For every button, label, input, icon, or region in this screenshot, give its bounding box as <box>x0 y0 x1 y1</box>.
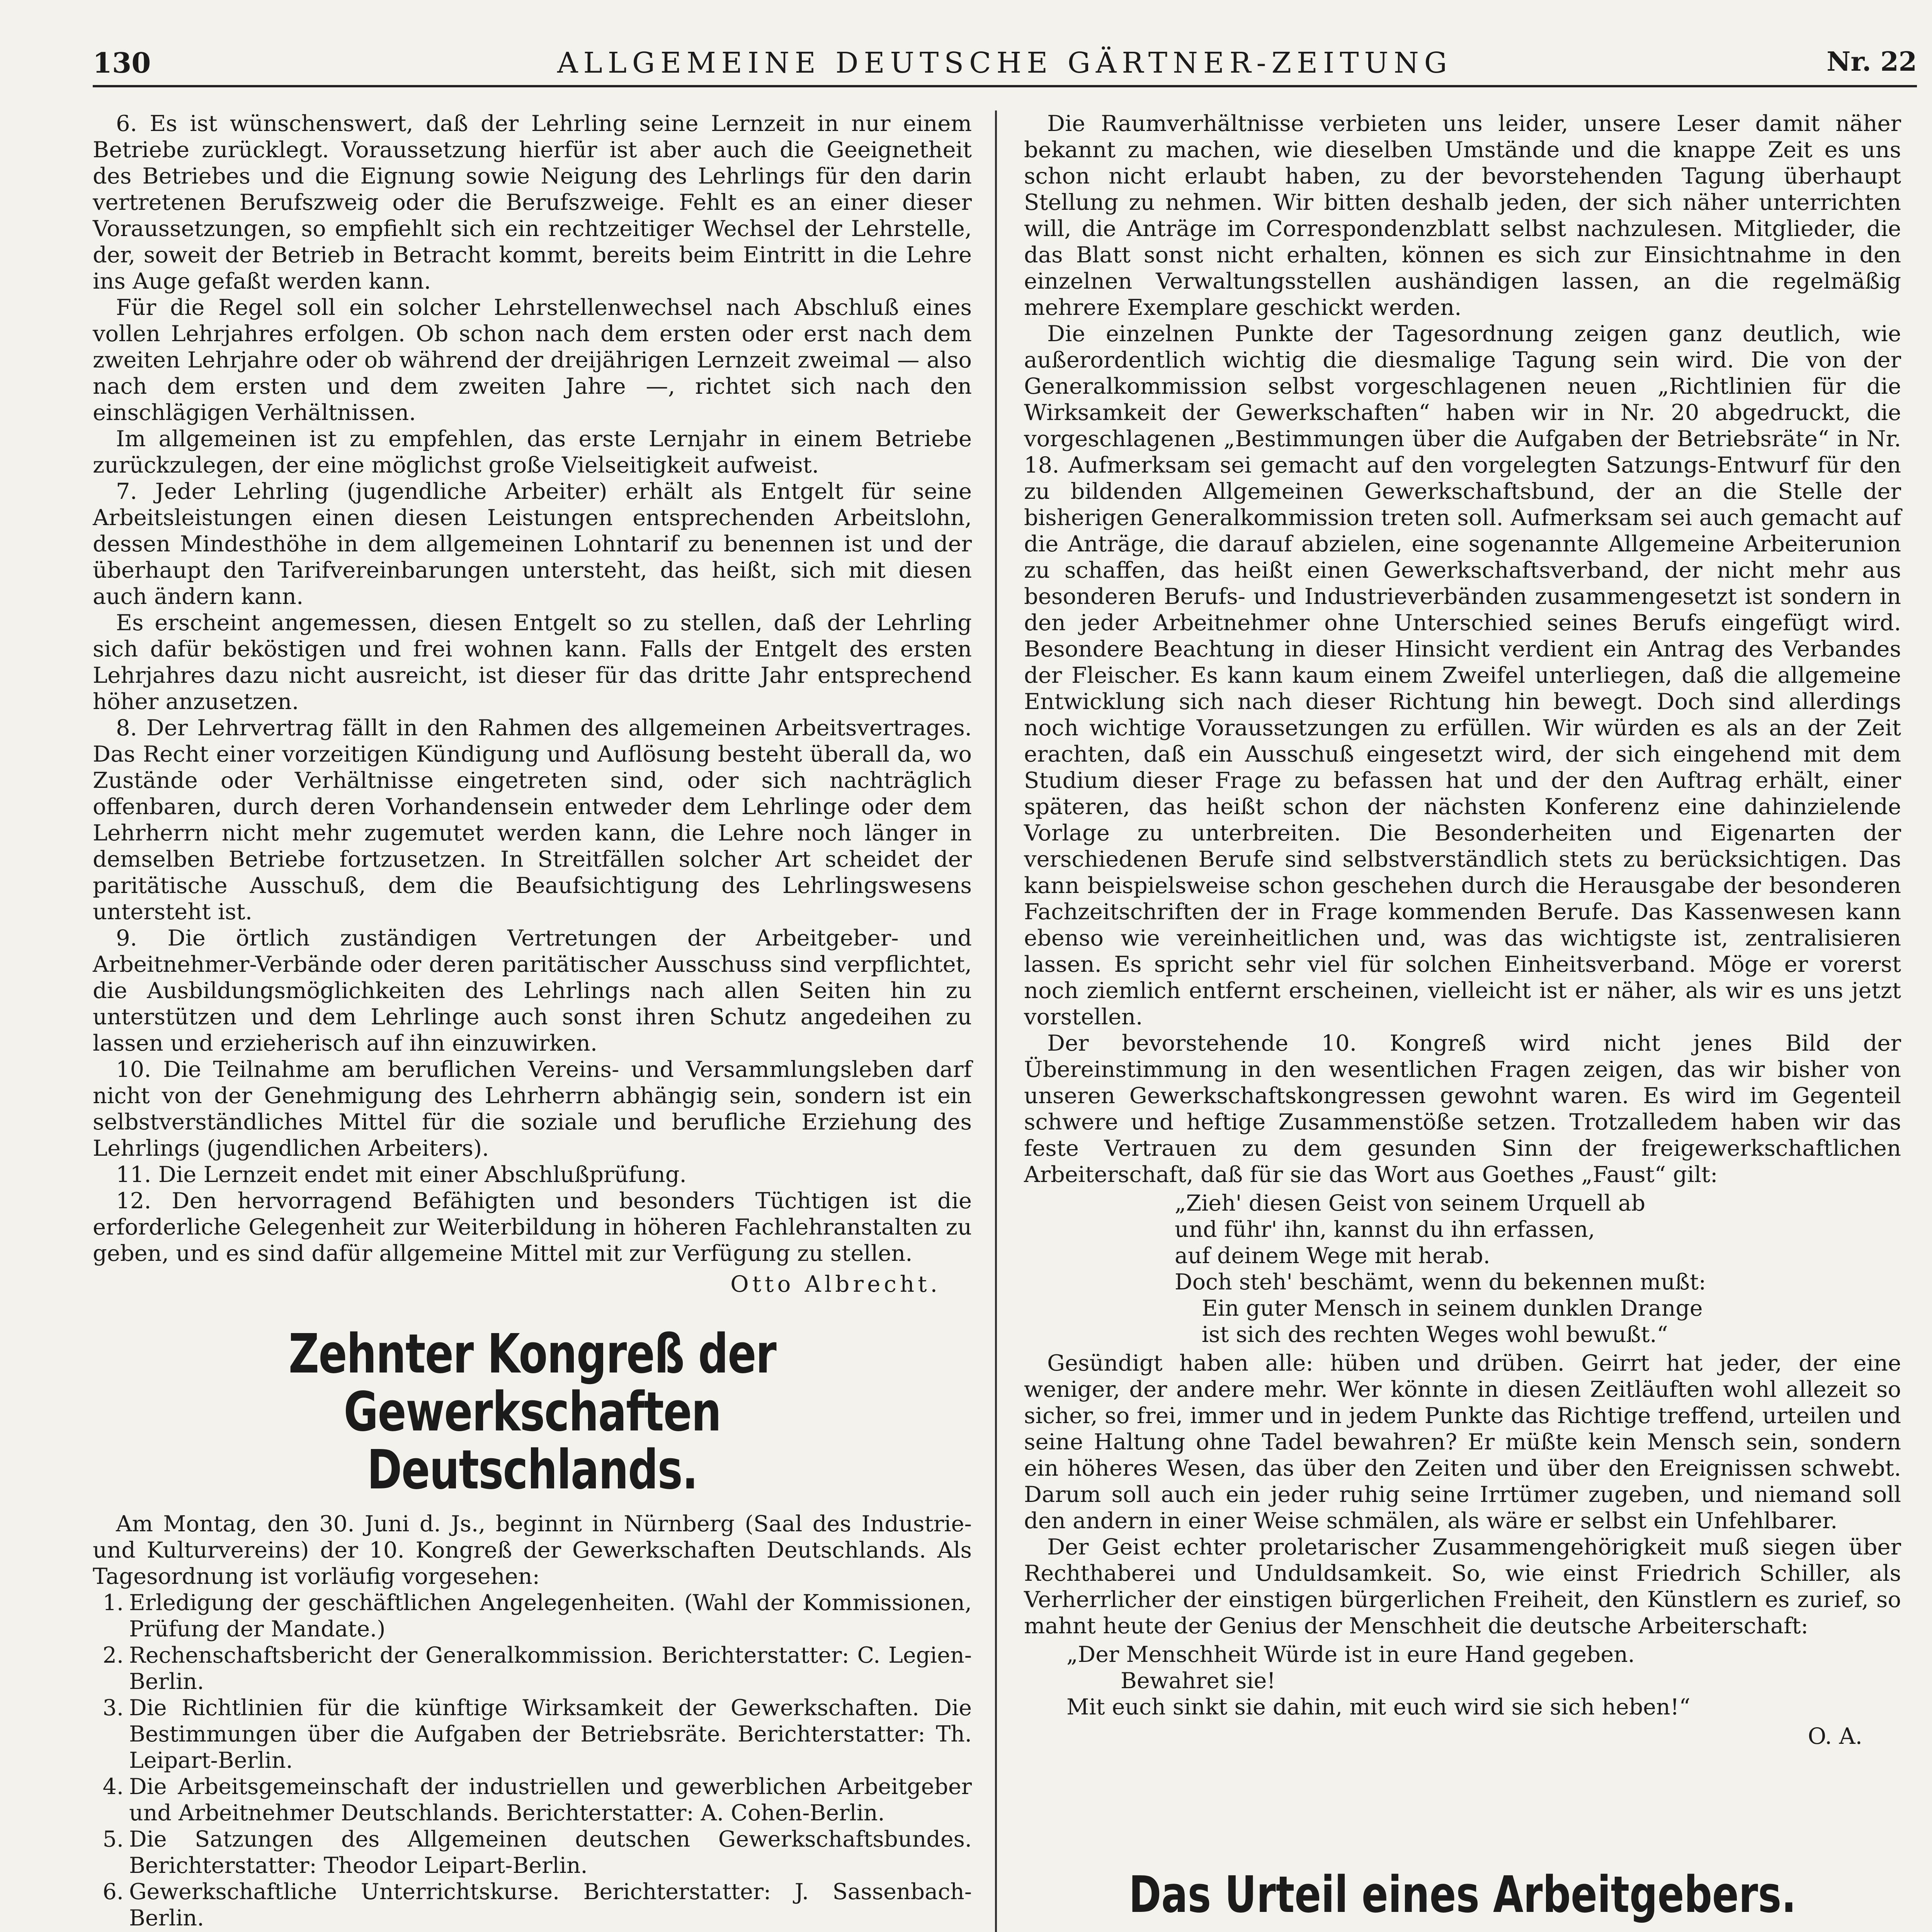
poem-line: Mit euch sinkt sie dahin, mit euch wird sie sich heben!“ <box>1066 1694 1690 1720</box>
paragraph: 10. Die Teilnahme am beruflichen Vereins- und Versammlungsleben darf nicht von der Genehmigung des Lehrherrn abhängig sein, sondern ist ein selbstverständliches Mittel für die soziale und berufliche Erziehung des Lehrlings (jugendlichen Arbeiters). <box>93 1056 972 1161</box>
left-column <box>93 111 997 1932</box>
article-headline: Das Urteil eines Arbeitgebers. <box>1129 1865 1796 1924</box>
poem-line: „Der Menschheit Würde ist in eure Hand gegeben. <box>1066 1642 1635 1667</box>
paragraph: Der bevorstehende 10. Kongreß wird nicht jenes Bild der Übereinstimmung in den wesentlichen Fragen zeigen, das wir bisher von unseren Gewerkschaftskongressen gewohnt waren. Es wird im Gegenteil schwere und heftige Zusammenstöße setzen. Trotzalledem haben wir das feste Vertrauen zu dem gesunden Sinn der freigewerkschaftlichen Arbeiterschaft, daß für sie das Wort aus Goethes „Faust“ gilt: <box>1024 1030 1901 1187</box>
article-headline: Zehnter Kongreß der Gewerkschaften Deutschlands. <box>288 1323 776 1502</box>
agenda-list <box>93 1590 972 1932</box>
issue-number: Nr. 22 <box>1827 46 1917 77</box>
poem-line: Bewahret sie! <box>1121 1668 1276 1694</box>
list-item: 2. Rechenschaftsbericht der Generalkommission. Berichterstatter: C. Legien-Berlin. <box>102 1643 972 1694</box>
paragraph: Der Geist echter proletarischer Zusammengehörigkeit muß siegen über Rechthaberei und Unduldsamkeit. So, wie einst Friedrich Schiller, als Verherrlicher der einstigen bürgerlichen Freiheit, den Künstlern es zurief, so mahnt heute der Genius der Menschheit die deutsche Arbeiterschaft: <box>1024 1534 1901 1639</box>
paragraph: Es erscheint angemessen, diesen Entgelt so zu stellen, daß der Lehrling sich dafür beköstigen und frei wohnen kann. Falls der Entgelt des ersten Lehrjahres dazu nicht ausreicht, ist dieser für das dritte Jahr entsprechend höher anzusetzen. <box>93 610 972 714</box>
article-signature: Otto Albrecht. <box>730 1271 941 1297</box>
list-item: 5. Die Satzungen des Allgemeinen deutschen Gewerkschaftsbundes. Berichterstatter: Theodor Leipart-Berlin. <box>102 1827 972 1878</box>
right-column <box>997 111 1901 1932</box>
paragraph: Die Raumverhältnisse verbieten uns leider, unsere Leser damit näher bekannt zu machen, wie dieselben Umstände und die knappe Zeit es uns schon nicht erlaubt haben, zu der bevorstehenden Tagung überhaupt Stellung zu nehmen. Wir bitten deshalb jeden, der sich näher unterrichten will, die Anträge im Correspondenzblatt selbst nachzulesen. Mitglieder, die das Blatt sonst nicht erhalten, können es sich zur Einsichtnahme in den einzelnen Verwaltungsstellen aushändigen lassen, an die regelmäßig mehrere Exemplare geschickt werden. <box>1024 111 1901 320</box>
paragraph: 6. Es ist wünschenswert, daß der Lehrling seine Lernzeit in nur einem Betriebe zurücklegt. Voraussetzung hierfür ist aber auch die Geeignetheit des Betriebes und die Eignung sowie Neigung des Lehrlings für den darin vertretenen Berufszweig oder die Berufszweige. Fehlt es an einer dieser Voraussetzungen, so empfiehlt sich ein rechtzeitiger Wechsel der Lehrstelle, der, soweit der Betrieb in Betracht kommt, bereits beim Eintritt in die Lehre ins Auge gefaßt werden kann. <box>93 111 972 294</box>
paragraph: Im allgemeinen ist zu empfehlen, das erste Lernjahr in einem Betriebe zurückzulegen, der eine möglichst große Vielseitigkeit aufweist. <box>93 426 972 478</box>
paragraph: Die einzelnen Punkte der Tagesordnung zeigen ganz deutlich, wie außerordentlich wichtig die diesmalige Tagung sein wird. Die von der Generalkommission selbst vorgeschlagenen neuen „Richtlinien für die Wirksamkeit der Gewerkschaften“ haben wir in Nr. 20 abgedruckt, die vorgeschlagenen „Bestimmungen über die Aufgaben der Betriebsräte“ in Nr. 18. Aufmerksam sei gemacht auf den vorgelegten Satzungs-Entwurf für den zu bildenden Allgemeinen Gewerkschaftsbund, der an die Stelle der bisherigen Generalkommission treten soll. Aufmerksam sei auch gemacht auf die Anträge, die darauf abzielen, eine sogenannte Allgemeine Arbeiterunion zu schaffen, das heißt einen Gewerkschaftsverband, der nicht mehr aus besonderen Berufs- und Industrieverbänden zusammengesetzt ist sondern in den jeder Arbeitnehmer ohne Unterschied seines Berufs eingefügt wird. Besondere Beachtung in dieser Hinsicht verdient ein Antrag des Verbandes der Fleischer. Es kann kaum einem Zweifel unterliegen, daß die allgemeine Entwicklung sich nach dieser Richtung hin bewegt. Doch sind allerdings noch wichtige Voraussetzungen zu erfüllen. Wir würden es als an der Zeit erachten, daß ein Ausschuß eingesetzt wird, der sich eingehend mit dem Studium dieser Frage zu befassen hat und der den Auftrag erhält, einer späteren, das heißt schon der nächsten Konferenz eine dahinzielende Vorlage zu unterbreiten. Die Besonderheiten und Eigenarten der verschiedenen Berufe sind selbstverständlich stets zu berücksichtigen. Das kann beispielsweise schon geschehen durch die Herausgabe der besonderen Fachzeitschriften der in Frage kommenden Berufe. Das Kassenwesen kann ebenso wie vereinheitlichen und, was das wichtigste ist, zentralisieren lassen. Es spricht sehr viel für solchen Einheitsverband. Möge er vorerst noch ziemlich entfernt erscheinen, vielleicht ist er näher, als wir es uns jetzt vorstellen. <box>1024 321 1901 1030</box>
poem-line: ist sich des rechten Weges wohl bewußt.“ <box>1202 1322 1668 1347</box>
poem-quote <box>1024 1190 1901 1348</box>
article-signature: O. A. <box>1808 1723 1862 1749</box>
poem-line: „Zieh' diesen Geist von seinem Urquell ab <box>1175 1190 1646 1216</box>
poem-line: und führ' ihn, kannst du ihn erfassen, <box>1175 1217 1595 1242</box>
poem-line: Ein guter Mensch in seinem dunklen Drange <box>1202 1296 1703 1321</box>
paragraph: Am Montag, den 30. Juni d. Js., beginnt in Nürnberg (Saal des Industrie- und Kulturvereins) der 10. Kongreß der Gewerkschaften Deutschlands. Als Tagesordnung ist vorläufig vorgesehen: <box>93 1511 972 1589</box>
paragraph: 7. Jeder Lehrling (jugendliche Arbeiter) erhält als Entgelt für seine Arbeitsleistungen einen diesen Leistungen entsprechenden Arbeitslohn, dessen Mindesthöhe in dem allgemeinen Lohntarif zu benennen ist und der überhaupt den Tarifvereinbarungen untersteht, das heißt, sich mit diesen auch ändern kann. <box>93 478 972 609</box>
columns <box>93 111 1917 1932</box>
paragraph: 12. Den hervorragend Befähigten und besonders Tüchtigen ist die erforderliche Gelegenheit zur Weiterbildung in höheren Fachlehranstalten zu geben, und es sind dafür allgemeine Mittel mit zur Verfügung zu stellen. <box>93 1188 972 1266</box>
poem-line: Doch steh' beschämt, wenn du bekennen mußt: <box>1175 1269 1706 1295</box>
list-item: 6. Gewerkschaftliche Unterrichtskurse. Berichterstatter: J. Sassenbach-Berlin. <box>102 1879 972 1931</box>
poem-quote <box>1024 1641 1901 1720</box>
paragraph: 11. Die Lernzeit endet mit einer Abschlußprüfung. <box>116 1162 687 1187</box>
poem-line: auf deinem Wege mit herab. <box>1175 1243 1490 1269</box>
paragraph: Für die Regel soll ein solcher Lehrstellenwechsel nach Abschluß eines vollen Lehrjahres erfolgen. Ob schon nach dem ersten oder erst nach dem zweiten Lehrjahre oder ob während der dreijährigen Lernzeit zweimal — also nach dem ersten und dem zweiten Jahre —, richtet sich nach den einschlägigen Verhältnissen. <box>93 294 972 425</box>
list-item: 1. Erledigung der geschäftlichen Angelegenheiten. (Wahl der Kommissionen, Prüfung der Mandate.) <box>102 1590 972 1642</box>
list-item: 3. Die Richtlinien für die künftige Wirksamkeit der Gewerkschaften. Die Bestimmungen über die Aufgaben der Betriebsräte. Berichterstatter: Th. Leipart-Berlin. <box>102 1695 972 1773</box>
page-header <box>93 46 1917 87</box>
newspaper-title: ALLGEMEINE DEUTSCHE GÄRTNER-ZEITUNG <box>557 46 1452 80</box>
paragraph: 9. Die örtlich zuständigen Vertretungen der Arbeitgeber- und Arbeitnehmer-Verbände oder deren paritätischer Ausschuss sind verpflichtet, die Ausbildungsmöglichkeiten des Lehrlings nach allen Seiten hin zu unterstützen und dem Lehrlinge auch sonst ihren Schutz angedeihen zu lassen und erzieherisch auf ihn einzuwirken. <box>93 925 972 1056</box>
page-number: 130 <box>93 46 151 79</box>
paragraph: Gesündigt haben alle: hüben und drüben. Geirrt hat jeder, der eine weniger, der andere mehr. Wer könnte in diesen Zeitläuften wohl allezeit so sicher, so frei, immer und in jedem Punkte das Richtige treffend, urteilen und seine Haltung ohne Tadel bewahren? Er müßte kein Mensch sein, sondern ein höheres Wesen, das über den Zeiten und über den Ereignissen schwebt. Darum soll auch ein jeder ruhig seine Irrtümer zugeben, und niemand soll den andern in einer Weise schmälen, als wäre er selbst ein Unfehlbarer. <box>1024 1350 1901 1534</box>
list-item: 4. Die Arbeitsgemeinschaft der industriellen und gewerblichen Arbeitgeber und Arbeitnehmer Deutschlands. Berichterstatter: A. Cohen-Berlin. <box>102 1774 972 1826</box>
paragraph: 8. Der Lehrvertrag fällt in den Rahmen des allgemeinen Arbeitsvertrages. Das Recht einer vorzeitigen Kündigung und Auflösung besteht überall da, wo Zustände oder Verhältnisse eingetreten sind, oder sich nachträglich offenbaren, durch deren Vorhandensein entweder dem Lehrlinge oder dem Lehrherrn nicht mehr zugemutet werden kann, die Lehre noch länger in demselben Betriebe fortzusetzen. In Streitfällen solcher Art scheidet der paritätische Ausschuß, dem die Beaufsichtigung des Lehrlingswesens untersteht ist. <box>93 715 972 925</box>
